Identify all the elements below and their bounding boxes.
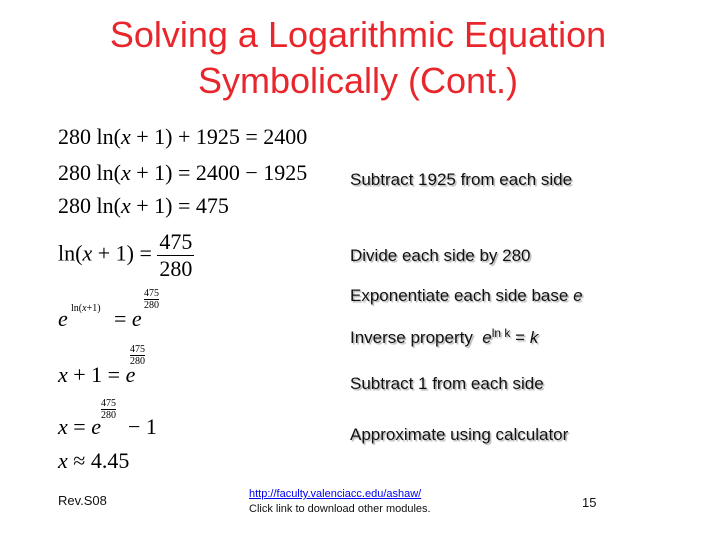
link-caption: Click link to download other modules. bbox=[249, 503, 431, 515]
note-approximate: Approximate using calculator bbox=[350, 425, 569, 444]
slide-title bbox=[0, 12, 716, 104]
title-line-2: Symbolically (Cont.) bbox=[197, 60, 519, 101]
equation-step-8: x ≈ 4.45 bbox=[58, 448, 130, 473]
equation-step-7: x = e 475 280 − 1 bbox=[58, 398, 157, 439]
equation-step-5: e ln(x+1) = e $\frac{475}{280}$ bbox=[58, 288, 159, 331]
footer-links bbox=[249, 487, 431, 517]
equation-step-1: 280 ln(x + 1) + 1925 = 2400 bbox=[58, 124, 308, 149]
revision-label: Rev.S08 bbox=[58, 493, 107, 508]
faculty-link[interactable]: http://faculty.valenciacc.edu/ashaw/ bbox=[249, 488, 422, 500]
equation-step-6: x + 1 = e 475 280 bbox=[58, 344, 145, 387]
note-subtract-1: Subtract 1 from each side bbox=[350, 374, 544, 393]
note-exponentiate: Exponentiate each side base e bbox=[350, 286, 583, 305]
equation-step-3: 280 ln(x + 1) = 475 bbox=[58, 193, 229, 218]
page-number: 15 bbox=[582, 495, 597, 510]
equation-step-2: 280 ln(x + 1) = 2400 − 1925 bbox=[58, 160, 308, 185]
note-divide-280: Divide each side by 280 bbox=[350, 246, 531, 265]
note-inverse-property: Inverse property $e^{ln k} = k$ bbox=[350, 326, 539, 347]
equation-step-4: ln(x + 1) = $\frac{475}{280}$ bbox=[58, 229, 193, 281]
note-inverse-sup: ln k bbox=[491, 326, 511, 340]
title-line-1: Solving a Logarithmic Equation bbox=[109, 14, 607, 55]
fraction-475-280: $\frac{475}{280}$ bbox=[159, 229, 193, 281]
note-subtract-1925: Subtract 1925 from each side bbox=[350, 170, 573, 189]
